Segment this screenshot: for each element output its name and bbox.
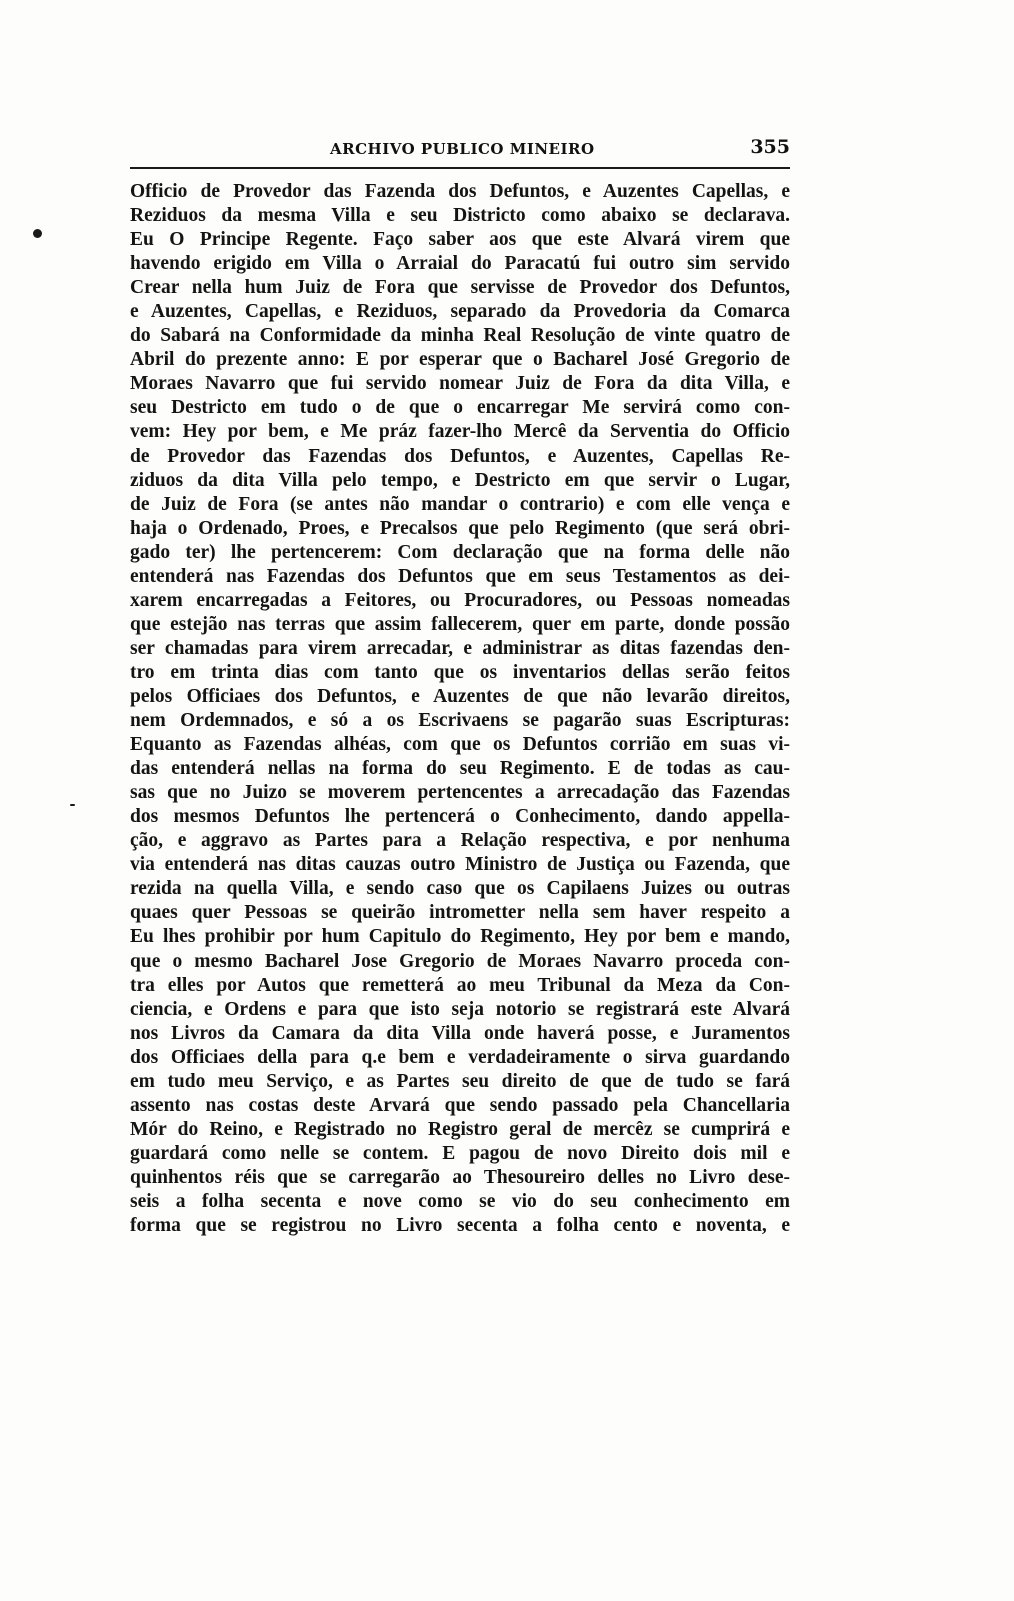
text-line: xarem encarregadas a Feitores, ou Procuradores, ou Pessoas nomeadas (130, 589, 790, 611)
text-line: forma que se registrou no Livro secenta a folha cento e noventa, e (130, 1215, 790, 1237)
text-line: ciencia, e Ordens e para que isto seja notorio se registrará este Alvará (130, 998, 790, 1020)
text-line: gado ter) lhe pertencerem: Com declaração que na forma delle não (130, 541, 790, 563)
text-line: do Sabará na Conformidade da minha Real Resolução de vinte quatro de (130, 325, 790, 347)
text-line: ção, e aggravo as Partes para a Relação respectiva, e por nenhuma (130, 830, 790, 852)
text-line: Equanto as Fazendas alhéas, com que os Defuntos corrião em suas vi- (130, 734, 790, 756)
text-line: Moraes Navarro que fui servido nomear Juiz de Fora da dita Villa, e (130, 373, 790, 395)
text-line: quaes quer Pessoas se queirão intrometter nella sem haver respeito a (130, 902, 790, 924)
body-text (130, 180, 790, 1238)
margin-speck (70, 804, 75, 806)
text-line: entenderá nas Fazendas dos Defuntos que em seus Testamentos as dei- (130, 565, 790, 587)
text-line: ziduos da dita Villa pelo tempo, e Destricto em que servir o Lugar, (130, 469, 790, 491)
running-head: ARCHIVO PUBLICO MINEIRO (330, 140, 595, 158)
text-line: tra elles por Autos que remetterá ao meu Tribunal da Meza da Con- (130, 974, 790, 996)
page-number: 355 (750, 136, 790, 158)
text-line: assento nas costas deste Arvará que sendo passado pela Chancellaria (130, 1094, 790, 1116)
text-line: seu Destricto em tudo o de que o encarregar Me servirá como con- (130, 397, 790, 419)
text-line: Abril do prezente anno: E por esperar que o Bacharel José Gregorio de (130, 349, 790, 371)
text-line: ser chamadas para virem arrecadar, e administrar as ditas fazendas den- (130, 637, 790, 659)
text-line: dos Officiaes della para q.e bem e verdadeiramente o sirva guardando (130, 1046, 790, 1068)
text-line: havendo erigido em Villa o Arraial do Paracatú fui outro sim servido (130, 253, 790, 275)
text-line: Officio de Provedor das Fazenda dos Defuntos, e Auzentes Capellas, e (130, 181, 790, 202)
text-line: Mór do Reino, e Registrado no Registro geral de mercêz se cumprirá e (130, 1118, 790, 1140)
margin-speck (33, 229, 42, 238)
text-line: rezida na quella Villa, e sendo caso que os Capilaens Juizes ou outras (130, 878, 790, 900)
text-line: Eu O Principe Regente. Faço saber aos que este Alvará virem que (130, 229, 790, 251)
text-line: de Provedor das Fazendas dos Defuntos, e Auzentes, Capellas Re- (130, 445, 790, 467)
text-line: quinhentos réis que se carregarão ao Thesoureiro delles no Livro dese- (130, 1166, 790, 1188)
text-line: Crear nella hum Juiz de Fora que servisse de Provedor dos Defuntos, (130, 277, 790, 299)
text-line: haja o Ordenado, Proes, e Precalsos que pelo Regimento (que será obri- (130, 517, 790, 539)
text-line: vem: Hey por bem, e Me práz fazer-lho Mercê da Serventia do Officio (130, 421, 790, 443)
header-rule (130, 167, 790, 169)
text-line: via entenderá nas ditas cauzas outro Ministro de Justiça ou Fazenda, que (130, 854, 790, 876)
page-header (130, 136, 790, 166)
text-line: de Juiz de Fora (se antes não mandar o contrario) e com elle vença e (130, 493, 790, 515)
text-line: e Auzentes, Capellas, e Reziduos, separado da Provedoria da Comarca (130, 301, 790, 323)
text-line: nos Livros da Camara da dita Villa onde haverá posse, e Juramentos (130, 1022, 790, 1044)
text-line: pelos Officiaes dos Defuntos, e Auzentes de que não levarão direitos, (130, 685, 790, 707)
text-line: que estejão nas terras que assim fallecerem, quer em parte, donde possão (130, 613, 790, 635)
text-line: que o mesmo Bacharel Jose Gregorio de Moraes Navarro proceda con- (130, 950, 790, 972)
text-line: guardará como nelle se contem. E pagou de novo Direito dois mil e (130, 1142, 790, 1164)
text-line: nem Ordemnados, e só a os Escrivaens se pagarão suas Escripturas: (130, 710, 790, 732)
text-line: tro em trinta dias com tanto que os inventarios dellas serão feitos (130, 661, 790, 683)
text-line: em tudo meu Serviço, e as Partes seu direito de que de tudo se fará (130, 1070, 790, 1092)
text-line: das entenderá nellas na forma do seu Regimento. E de todas as cau- (130, 758, 790, 780)
text-line: seis a folha secenta e nove como se vio do seu conhecimento em (130, 1190, 790, 1212)
text-line: Reziduos da mesma Villa e seu Districto como abaixo se declarava. (130, 205, 790, 227)
text-line: sas que no Juizo se moverem pertencentes a arrecadação das Fazendas (130, 782, 790, 804)
text-line: Eu lhes prohibir por hum Capitulo do Regimento, Hey por bem e mando, (130, 926, 790, 948)
text-line: dos mesmos Defuntos lhe pertencerá o Conhecimento, dando appella- (130, 806, 790, 828)
